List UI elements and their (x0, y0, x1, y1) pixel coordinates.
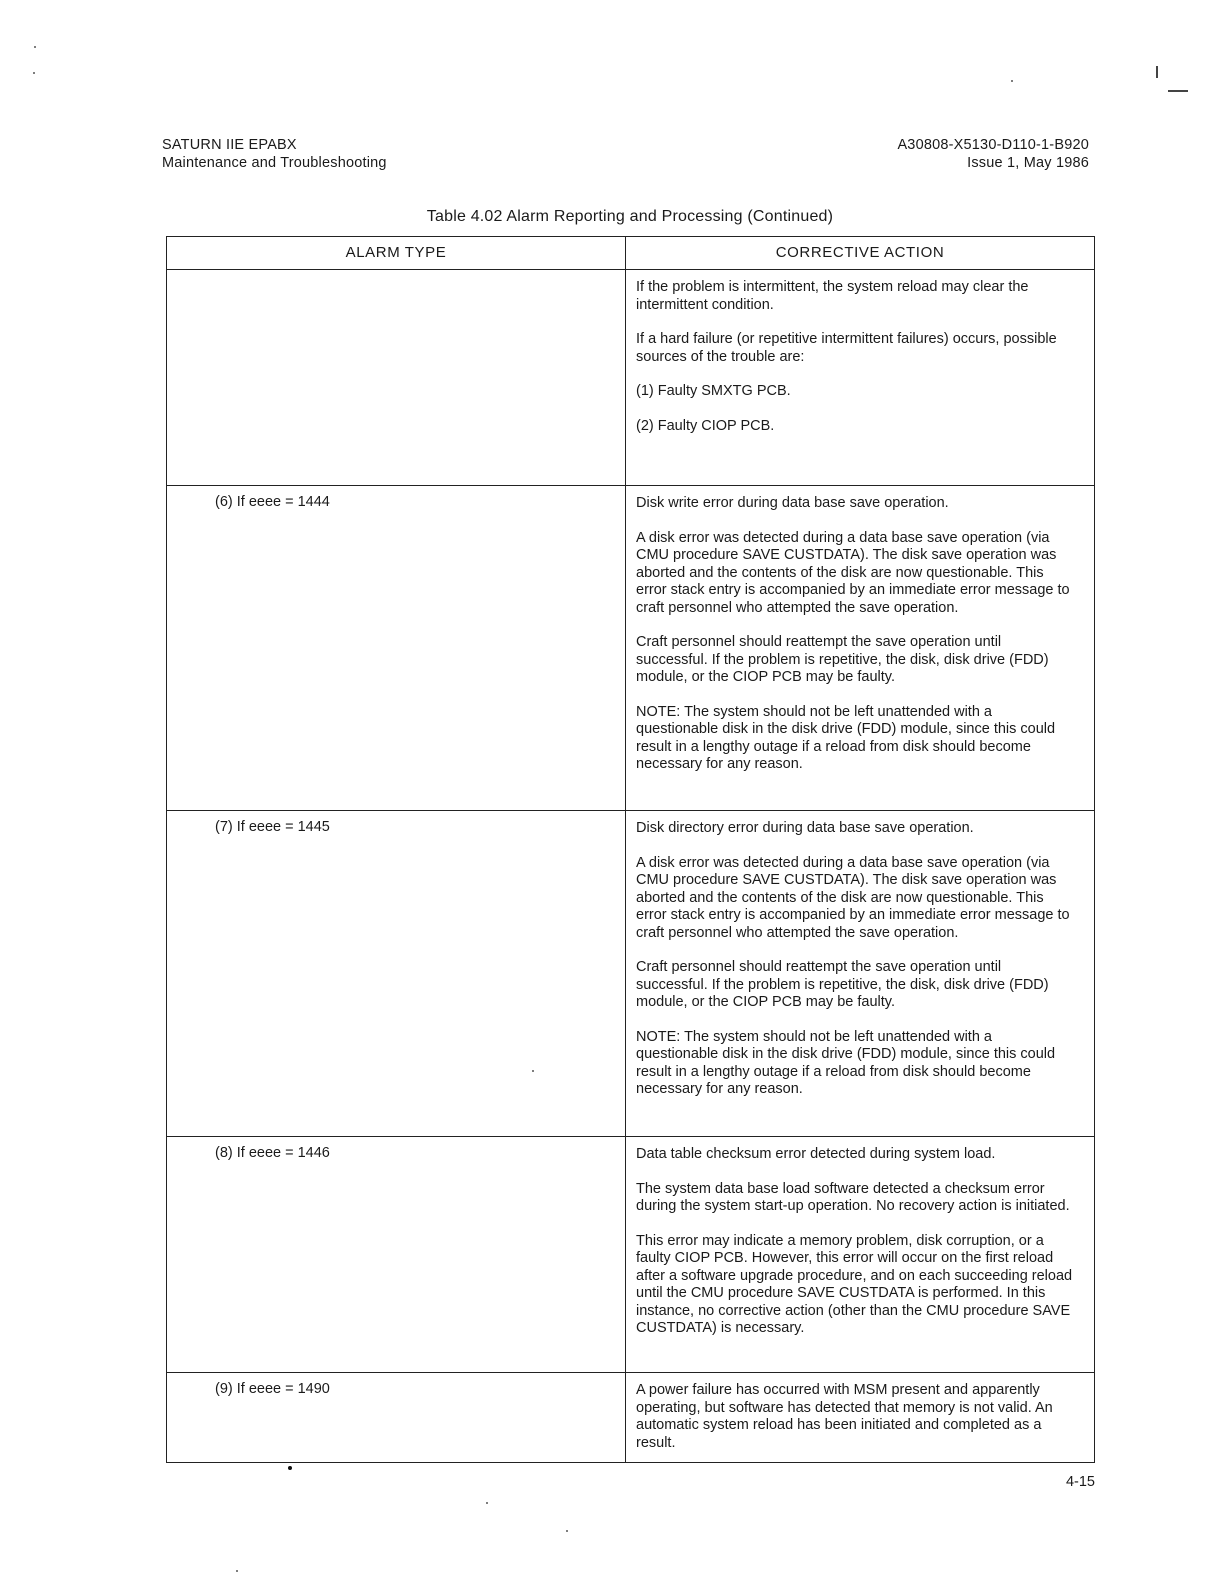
alarm-table (166, 236, 1095, 1463)
action-paragraph: If a hard failure (or repetitive intermittent failures) occurs, possible sources of the trouble are: (636, 331, 1057, 365)
action-paragraph: This error may indicate a memory problem, disk corruption, or a faulty CIOP PCB. However, this error will occur on the first reload after a software upgrade procedure, and on each succeeding reload until the CMU procedure SAVE CUSTDATA is performed. In this instance, no corrective action (other than the CMU procedure SAVE CUSTDATA) is necessary. (636, 1232, 1073, 1336)
action-paragraph: Data table checksum error detected during system load. (636, 1146, 996, 1162)
corrective-action-cell (626, 1137, 1095, 1373)
alarm-type-cell: (6) If eeee = 1444 (167, 486, 626, 811)
scan-speck (34, 46, 36, 48)
action-paragraph: The system data base load software detected a checksum error during the system start-up operation. No recovery action is initiated. (636, 1180, 1070, 1214)
action-paragraph: Craft personnel should reattempt the save operation until successful. If the problem is repetitive, the disk, disk drive (FDD) module, or the CIOP PCB may be faulty. (636, 634, 1049, 685)
scan-speck (486, 1502, 488, 1504)
scan-speck (236, 1570, 238, 1572)
corrective-action-cell (626, 1373, 1095, 1463)
table-row (167, 1137, 1095, 1373)
action-paragraph: NOTE: The system should not be left unattended with a questionable disk in the disk drive (FDD) module, since this could result in a lengthy outage if a reload from disk should become necessary for any reason. (636, 703, 1056, 772)
action-paragraph: Disk write error during data base save operation. (636, 495, 949, 511)
alarm-type-cell: (7) If eeee = 1445 (167, 811, 626, 1137)
scan-mark (1156, 66, 1158, 78)
action-paragraph: A disk error was detected during a data base save operation (via CMU procedure SAVE CUSTDATA). The disk save operation was aborted and the contents of the disk are now questionable. This error stack entry is accompanied by an immediate error message to craft personnel who attempted the save operation. (636, 854, 1070, 941)
scan-mark (1168, 90, 1188, 92)
action-paragraph: Craft personnel should reattempt the save operation until successful. If the problem is repetitive, the disk, disk drive (FDD) module, or the CIOP PCB may be faulty. (636, 959, 1049, 1010)
action-paragraph: (1) Faulty SMXTG PCB. (636, 383, 791, 399)
corrective-action-cell (626, 486, 1095, 811)
table-row (167, 486, 1095, 811)
action-paragraph: (2) Faulty CIOP PCB. (636, 417, 775, 434)
action-paragraph: A power failure has occurred with MSM present and apparently operating, but software has detected that memory is not valid. An automatic system reload has been initiated and completed as a result. (636, 1382, 1053, 1451)
page-number: 4-15 (1065, 1474, 1095, 1490)
document-header-left (162, 136, 387, 172)
table-row (167, 811, 1095, 1137)
column-header-corrective-action: CORRECTIVE ACTION (626, 237, 1095, 270)
action-paragraph: Disk directory error during data base save operation. (636, 820, 974, 836)
table-header-row (167, 237, 1095, 270)
column-header-alarm-type: ALARM TYPE (167, 237, 626, 270)
product-title: SATURN IIE EPABX (162, 137, 297, 153)
scan-speck (288, 1466, 292, 1470)
alarm-type-cell: (9) If eeee = 1490 (167, 1373, 626, 1463)
action-paragraph: A disk error was detected during a data base save operation (via CMU procedure SAVE CUSTDATA). The disk save operation was aborted and the contents of the disk are now questionable. This error stack entry is accompanied by an immediate error message to craft personnel who attempted the save operation. (636, 529, 1070, 616)
action-paragraph: If the problem is intermittent, the system reload may clear the intermittent condition. (636, 279, 1029, 313)
document-header-right (897, 136, 1089, 172)
scan-speck (33, 72, 35, 74)
alarm-type-cell (167, 270, 626, 486)
table-caption: Table 4.02 Alarm Reporting and Processing (Continued) (426, 208, 834, 225)
action-paragraph: NOTE: The system should not be left unattended with a questionable disk in the disk drive (FDD) module, since this could result in a lengthy outage if a reload from disk should become necessary for any reason. (636, 1028, 1056, 1097)
table-row (167, 1373, 1095, 1463)
scan-speck (566, 1530, 568, 1532)
corrective-action-cell (626, 270, 1095, 486)
corrective-action-cell (626, 811, 1095, 1137)
document-number: A30808-X5130-D110-1-B920 (897, 137, 1089, 153)
alarm-type-cell: (8) If eeee = 1446 (167, 1137, 626, 1373)
scan-speck (1011, 80, 1013, 82)
table-row (167, 270, 1095, 486)
issue-date: Issue 1, May 1986 (967, 155, 1089, 171)
manual-title: Maintenance and Troubleshooting (162, 155, 387, 171)
